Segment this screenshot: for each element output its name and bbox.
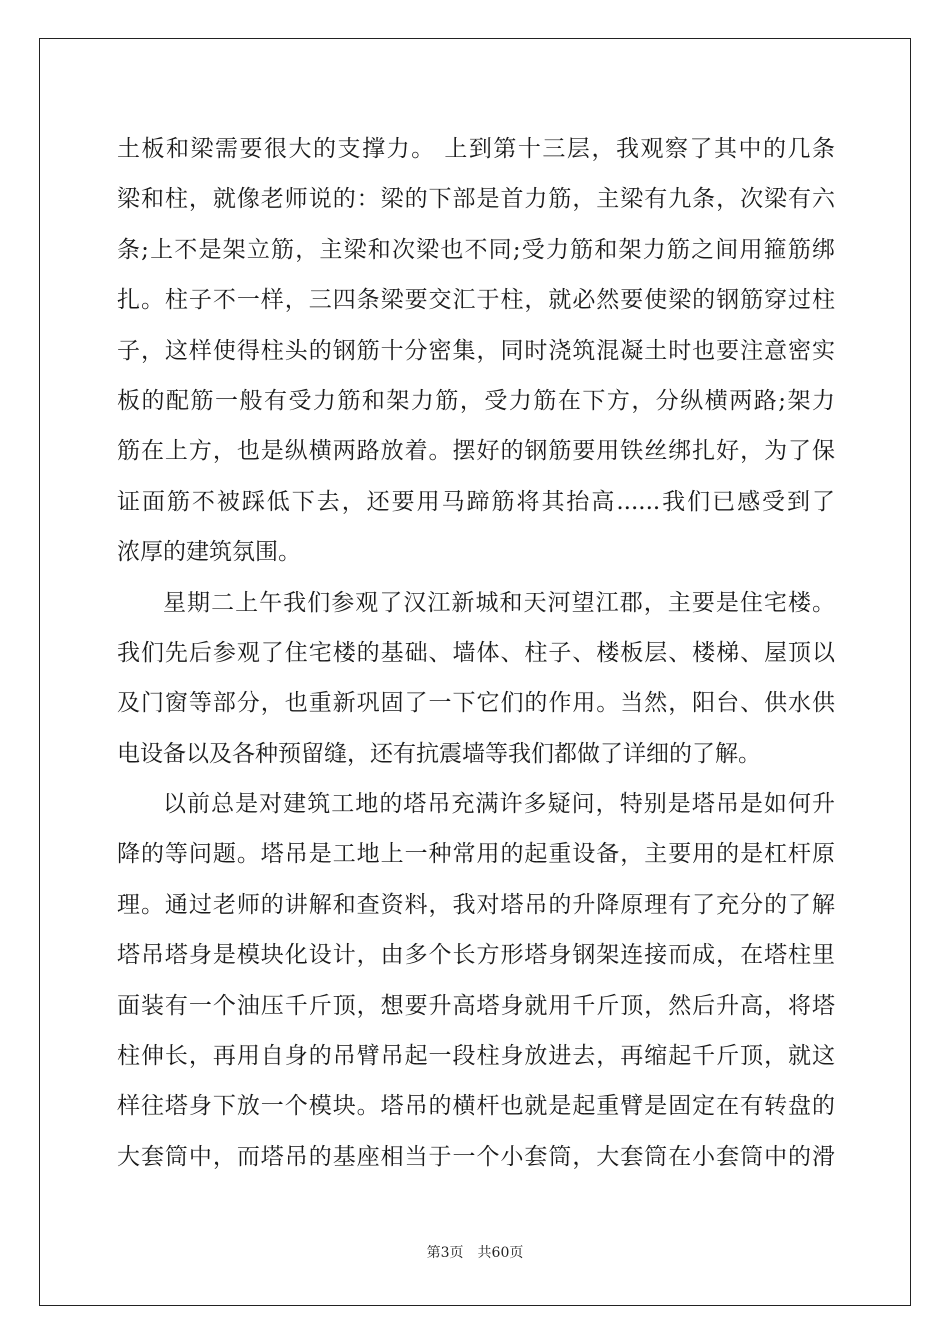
text-line: 样往塔身下放一个模块。塔吊的横杆也就是起重臂是固定在有转盘的	[117, 1093, 835, 1120]
text-line: 扎。柱子不一样，三四条梁要交汇于柱，就必然要使梁的钢筋穿过柱	[117, 287, 835, 314]
text-line: 电设备以及各种预留缝，还有抗震墙等我们都做了详细的了解。	[117, 740, 761, 767]
page-number: 第3页	[426, 1245, 464, 1261]
text-line: 土板和梁需要很大的支撑力。 上到第十三层，我观察了其中的几条	[117, 136, 835, 162]
text-line: 降的等问题。塔吊是工地上一种常用的起重设备，主要用的是杠杆原	[117, 841, 835, 868]
text-line: 浓厚的建筑氛围。	[117, 539, 301, 566]
text-line: 梁和柱，就像老师说的：梁的下部是首力筋，主梁有九条，次梁有六	[117, 186, 835, 213]
text-line: 我们先后参观了住宅楼的基础、墙体、柱子、楼板层、楼梯、屋顶以	[117, 639, 835, 666]
document-body	[117, 124, 835, 1182]
text-line: 塔吊塔身是模块化设计，由多个长方形塔身钢架连接而成，在塔柱里	[117, 942, 835, 969]
text-line: 大套筒中，而塔吊的基座相当于一个小套筒，大套筒在小套筒中的滑	[117, 1143, 835, 1170]
text-line: 板的配筋一般有受力筋和架力筋，受力筋在下方，分纵横两路;架力	[117, 387, 835, 414]
text-line: 星期二上午我们参观了汉江新城和天河望江郡，主要是住宅楼。	[163, 589, 835, 616]
text-line: 理。通过老师的讲解和查资料，我对塔吊的升降原理有了充分的了解	[117, 891, 835, 918]
text-line: 柱伸长，再用自身的吊臂吊起一段柱身放进去，再缩起千斤顶，就这	[117, 1043, 835, 1070]
page-footer	[0, 1244, 950, 1262]
text-line: 面装有一个油压千斤顶，想要升高塔身就用千斤顶，然后升高，将塔	[117, 992, 835, 1019]
text-line: 证面筋不被踩低下去，还要用马蹄筋将其抬高......我们已感受到了	[117, 488, 835, 515]
page-total: 共60页	[477, 1245, 524, 1261]
text-line: 及门窗等部分，也重新巩固了一下它们的作用。当然，阳台、供水供	[117, 690, 835, 717]
text-line: 以前总是对建筑工地的塔吊充满许多疑问，特别是塔吊是如何升	[163, 791, 835, 818]
text-line: 条;上不是架立筋，主梁和次梁也不同;受力筋和架力筋之间用箍筋绑	[117, 236, 835, 263]
text-line: 筋在上方，也是纵横两路放着。摆好的钢筋要用铁丝绑扎好，为了保	[117, 438, 835, 465]
text-line: 子，这样使得柱头的钢筋十分密集，同时浇筑混凝土时也要注意密实	[117, 337, 835, 364]
